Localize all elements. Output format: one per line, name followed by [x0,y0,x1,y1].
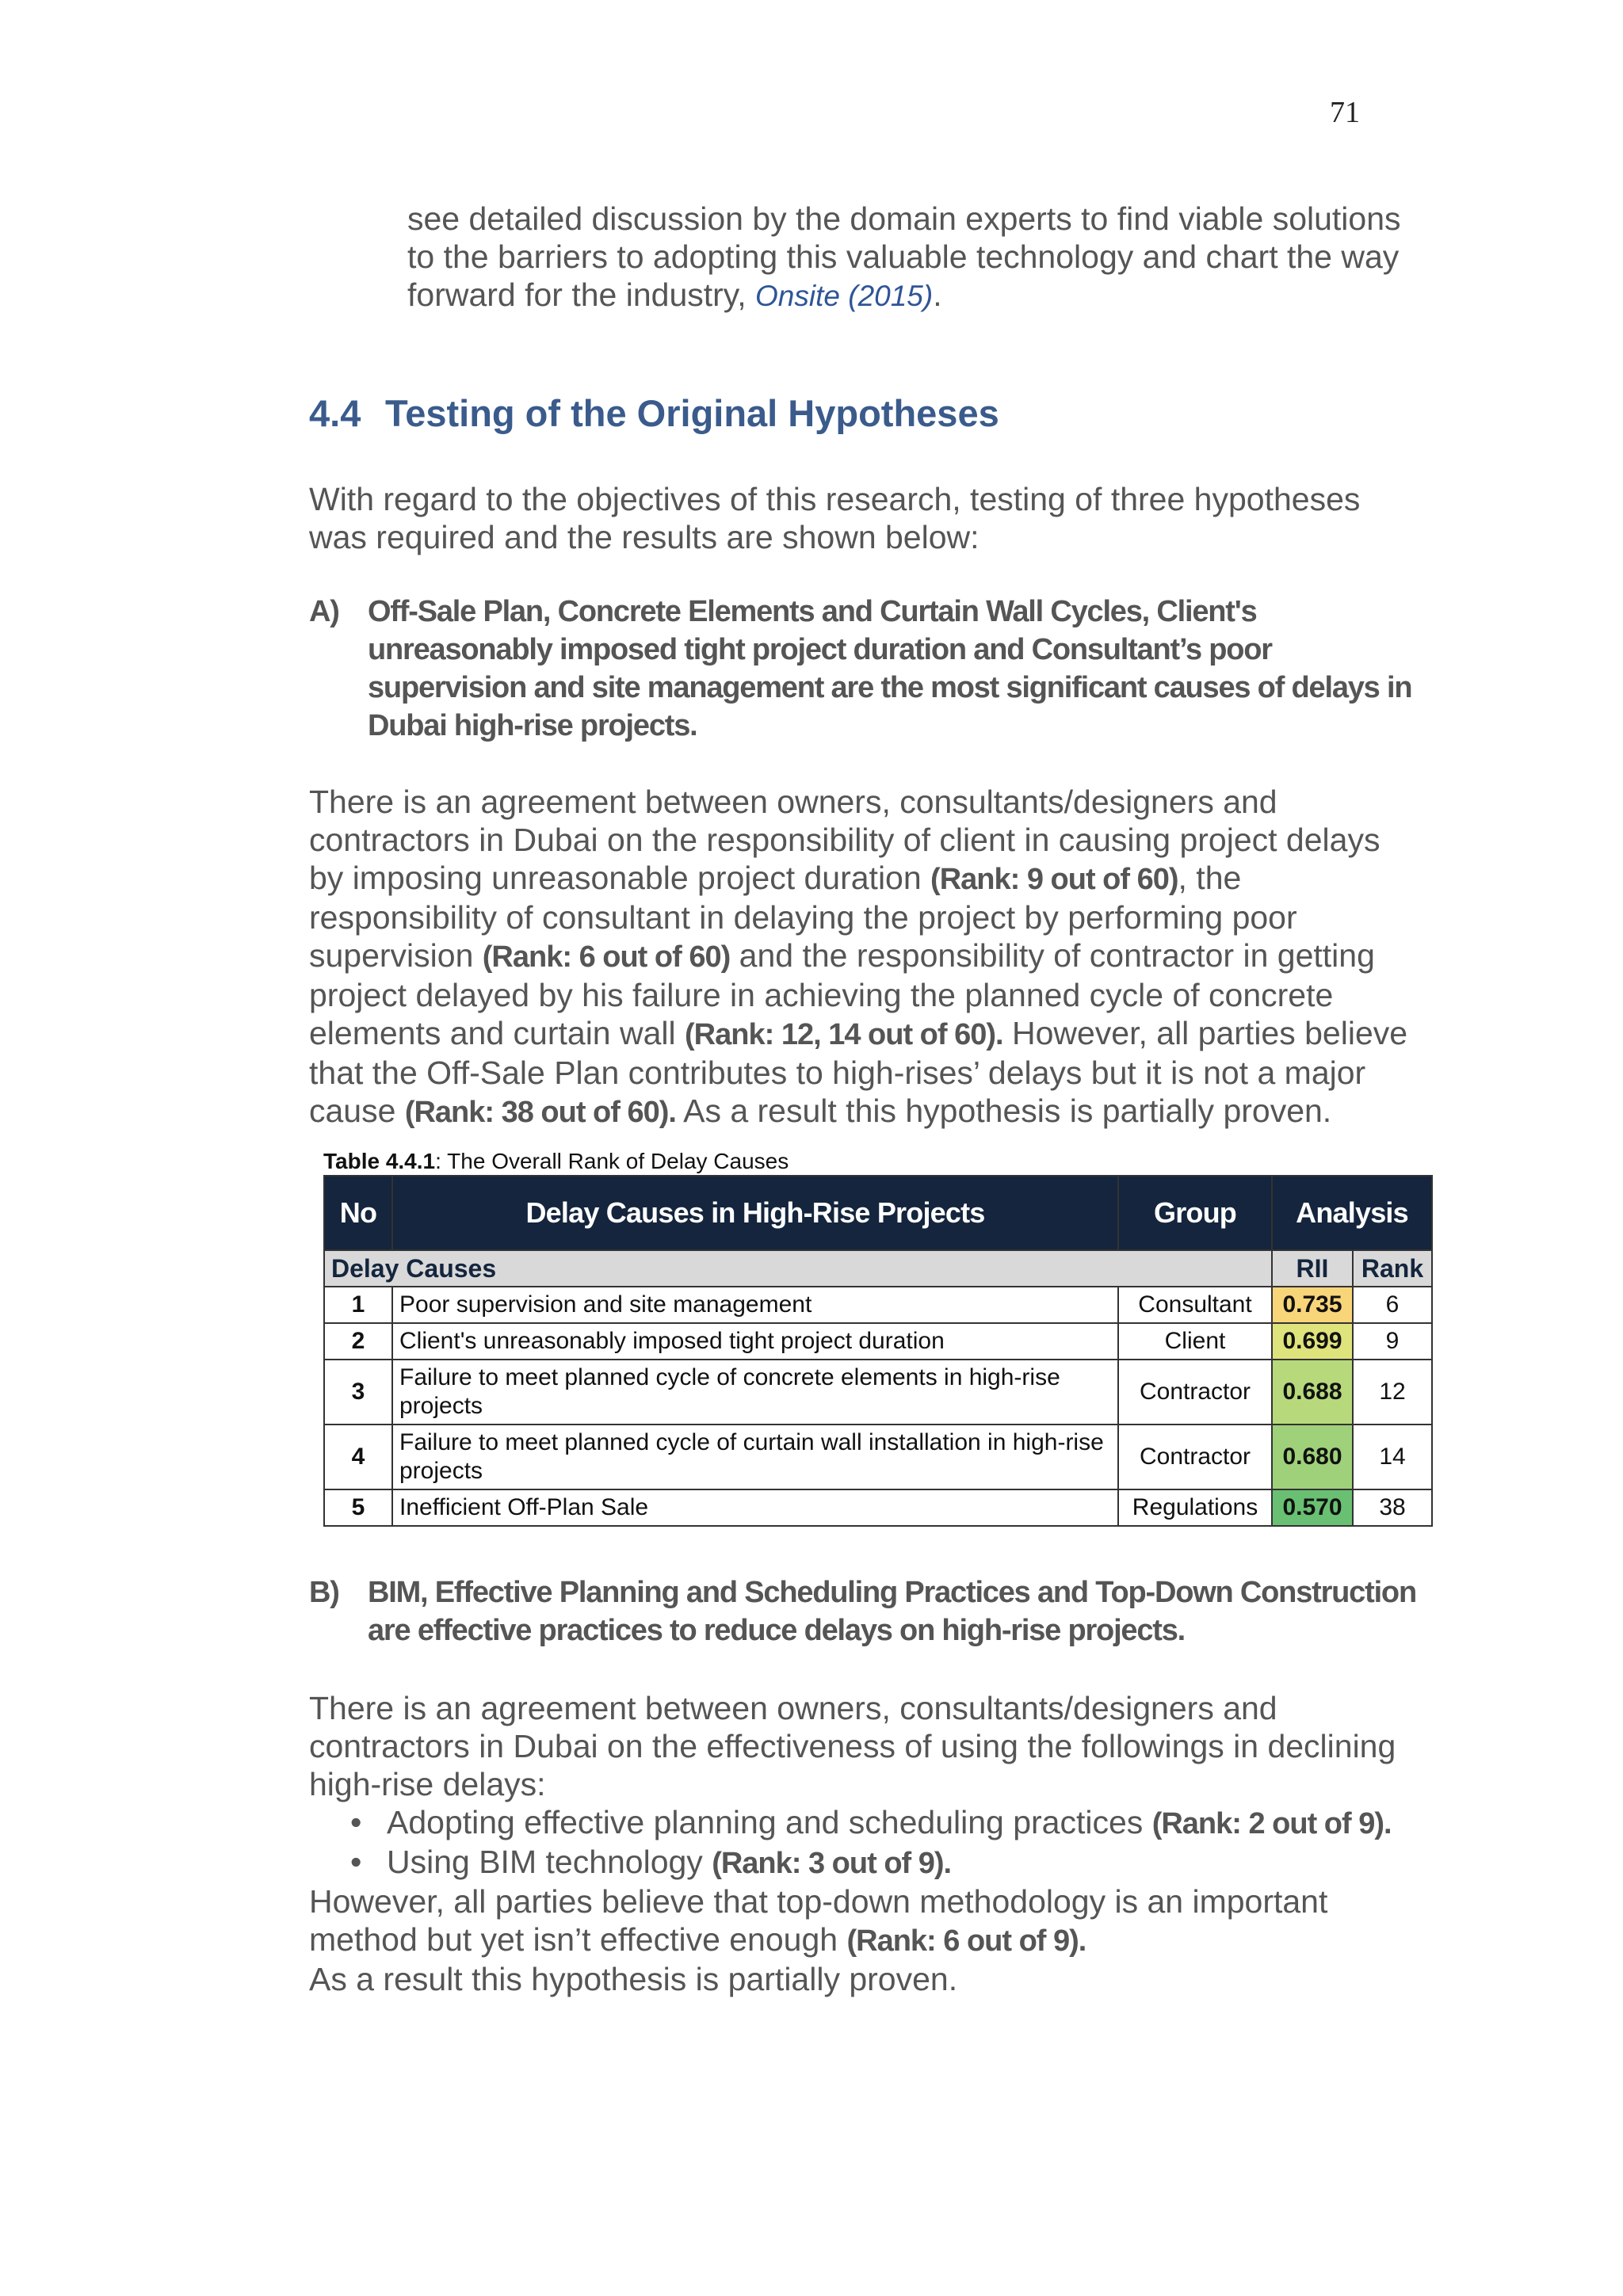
list-item [309,1843,1419,1882]
header-group: Group [1118,1176,1272,1250]
section-title: Testing of the Original Hypotheses [385,392,999,434]
rank-text: (Rank: 9 out of 60) [930,863,1178,896]
row-group: Client [1118,1323,1272,1360]
row-rank: 9 [1353,1323,1432,1360]
subheader-delay-causes: Delay Causes [324,1250,1272,1287]
paragraph-b-conclusion [309,1882,1419,1960]
row-cause: Failure to meet planned cycle of curtain wall installation in high-rise projects [392,1425,1118,1489]
hypothesis-b [309,1573,1434,1650]
row-cause: Poor supervision and site management [392,1287,1118,1323]
row-number: 3 [324,1360,392,1425]
row-group: Consultant [1118,1287,1272,1323]
paragraph-b-result: As a result this hypothesis is partially proven. [309,1961,958,1997]
intro-end: . [933,277,942,313]
hypothesis-b-letter: B) [309,1576,339,1609]
row-rii: 0.699 [1272,1323,1353,1360]
paragraph-a-part: , the responsibility of consultant in delaying the project by performing poor supervision [309,860,1297,974]
delay-causes-table [323,1175,1433,1527]
rank-text: (Rank: 6 out of 60) [482,940,731,974]
intro-paragraph [407,200,1406,315]
paragraph-a-part: As a result this hypothesis is partially proven. [675,1093,1332,1129]
bullet-text: Using BIM technology [387,1844,712,1880]
table-row [324,1360,1432,1425]
paragraph-b-intro: There is an agreement between owners, consultants/designers and contractors in Dubai on the effectiveness of using the followings in declining high-rise delays: [309,1690,1396,1802]
intro-text: see detailed discussion by the domain experts to find viable solutions to the barriers to adopting this valuable technology and chart the way forward for the industry, [407,200,1401,313]
rank-text: (Rank: 38 out of 60). [404,1096,676,1129]
paragraph-b [309,1689,1419,1998]
subheader-rii: RII [1272,1250,1353,1287]
paragraph-a-part: and the responsibility of contractor in getting project delayed by his failure in achieving the planned cycle of concrete elements and curtain wall [309,937,1375,1051]
row-number: 2 [324,1323,392,1360]
bullet-list [309,1803,1419,1882]
row-number: 5 [324,1489,392,1526]
row-rank: 12 [1353,1360,1432,1425]
paragraph-b-after: However, all parties believe that top-down methodology is an important method but yet isn’t effective enough [309,1883,1328,1958]
section-intro: With regard to the objectives of this research, testing of three hypotheses was required and the results are shown below: [309,481,1361,555]
row-group: Contractor [1118,1425,1272,1489]
paragraph-a [309,783,1419,1131]
table-row [324,1287,1432,1323]
row-rii: 0.680 [1272,1425,1353,1489]
row-number: 1 [324,1287,392,1323]
row-number: 4 [324,1425,392,1489]
list-item [309,1803,1419,1843]
table-caption-text: : The Overall Rank of Delay Causes [435,1149,789,1173]
row-group: Contractor [1118,1360,1272,1425]
bullet-text: Adopting effective planning and scheduling practices [387,1804,1152,1840]
row-cause: Failure to meet planned cycle of concrete elements in high-rise projects [392,1360,1118,1425]
row-rii: 0.735 [1272,1287,1353,1323]
row-cause: Client's unreasonably imposed tight project duration [392,1323,1118,1360]
paragraph-a-part: There is an agreement between owners, consultants/designers and contractors in Dubai on the responsibility of client in causing project delays by imposing unreasonable project duration [309,784,1381,896]
citation-link[interactable]: Onsite (2015) [755,280,934,312]
table-row [324,1323,1432,1360]
header-no: No [324,1176,392,1250]
row-rii: 0.570 [1272,1489,1353,1526]
table-row [324,1489,1432,1526]
table-row [324,1425,1432,1489]
subheader-rank: Rank [1353,1250,1432,1287]
rank-text: (Rank: 3 out of 9). [712,1847,952,1880]
row-rank: 38 [1353,1489,1432,1526]
rank-text: (Rank: 2 out of 9). [1151,1807,1392,1840]
hypothesis-a-letter: A) [309,595,339,628]
hypothesis-a-text: Off-Sale Plan, Concrete Elements and Curtain Wall Cycles, Client's unreasonably imposed tight project duration and Consultant’s poor supervision and site management are the most significant causes of delays in Dubai high-rise projects. [368,595,1412,742]
row-rii: 0.688 [1272,1360,1353,1425]
section-heading [309,391,999,435]
rank-text: (Rank: 12, 14 out of 60). [685,1018,1003,1051]
header-cause: Delay Causes in High-Rise Projects [392,1176,1118,1250]
hypothesis-b-text: BIM, Effective Planning and Scheduling Practices and Top-Down Construction are effective practices to reduce delays on high-rise projects. [368,1576,1416,1647]
hypothesis-a [309,593,1434,745]
row-rank: 14 [1353,1425,1432,1489]
page-number: 71 [1330,96,1360,129]
table-caption [323,1149,789,1174]
section-number: 4.4 [309,392,361,434]
paragraph-a-part: However, all parties believe that the Off-Sale Plan contributes to high-rises’ delays but it is not a major cause [309,1015,1408,1129]
header-analysis: Analysis [1272,1176,1432,1250]
row-cause: Inefficient Off-Plan Sale [392,1489,1118,1526]
row-group: Regulations [1118,1489,1272,1526]
rank-text: (Rank: 6 out of 9). [846,1924,1086,1958]
table-caption-label: Table 4.4.1 [323,1149,436,1173]
row-rank: 6 [1353,1287,1432,1323]
